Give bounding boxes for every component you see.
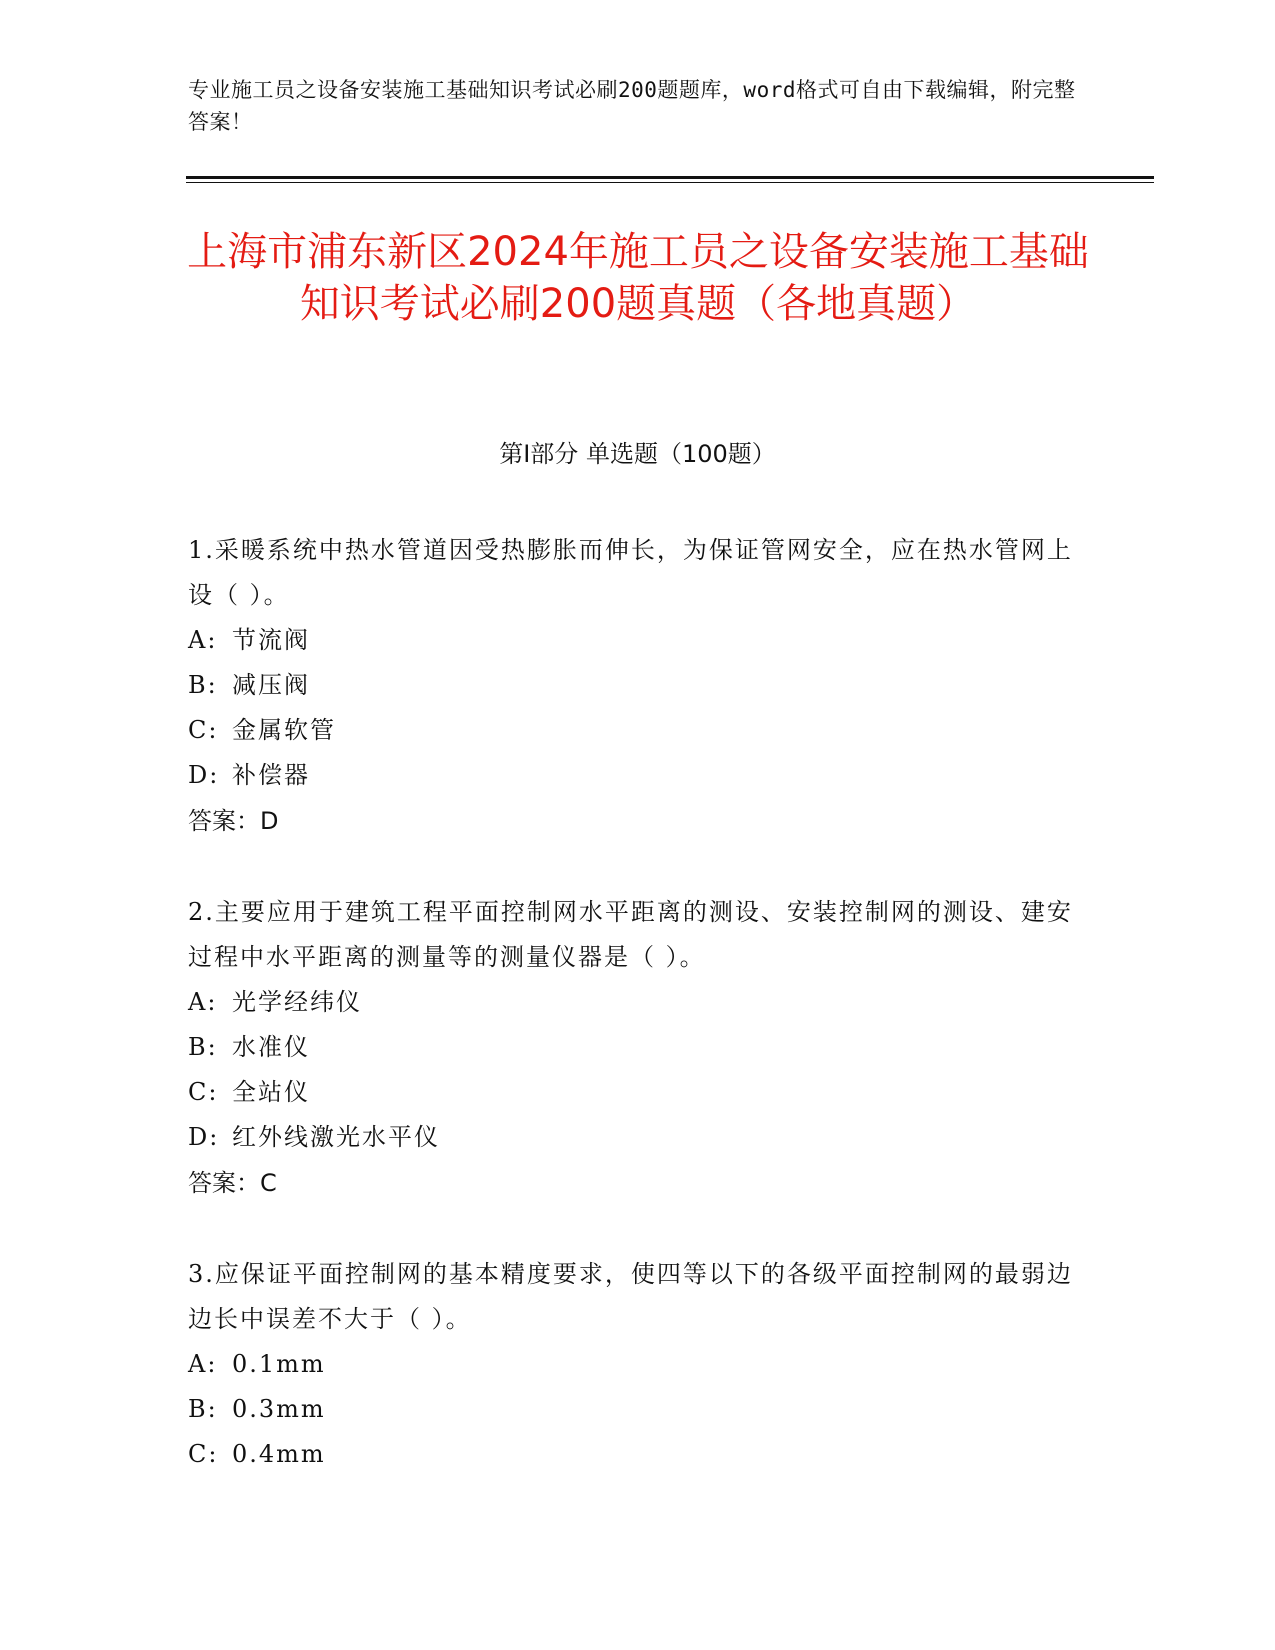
option-text: 补偿器 — [232, 761, 310, 789]
header-divider-thin — [186, 182, 1154, 183]
option-text: 全站仪 — [232, 1078, 310, 1106]
option-text: 水准仪 — [232, 1033, 310, 1061]
question-item — [188, 890, 1088, 1206]
option-d — [188, 753, 1088, 798]
question-item — [188, 1252, 1088, 1477]
option-text: 光学经纬仪 — [232, 988, 362, 1016]
option-b — [188, 1387, 1088, 1432]
option-key: B: — [188, 1395, 218, 1423]
option-c — [188, 708, 1088, 753]
question-stem: 2.主要应用于建筑工程平面控制网水平距离的测设、安装控制网的测设、建安过程中水平距离的测量等的测量仪器是（ ）。 — [188, 898, 1073, 971]
option-text: 0.4mm — [232, 1440, 326, 1468]
option-b — [188, 663, 1088, 708]
answer-line: 答案：D — [188, 807, 279, 835]
option-a — [188, 1342, 1088, 1387]
option-text: 节流阀 — [232, 626, 310, 654]
option-c — [188, 1070, 1088, 1115]
header-note: 专业施工员之设备安装施工基础知识考试必刷200题题库，word格式可自由下载编辑，附完整答案！ — [188, 78, 1076, 134]
option-key: A: — [188, 988, 218, 1016]
answer-line: 答案：C — [188, 1169, 277, 1197]
option-key: C: — [188, 716, 219, 744]
option-text: 减压阀 — [232, 671, 310, 699]
option-key: D: — [188, 761, 220, 789]
option-key: C: — [188, 1440, 219, 1468]
option-key: A: — [188, 1350, 218, 1378]
header-divider-thick — [186, 176, 1154, 179]
question-list — [188, 528, 1088, 1523]
section-title: 第I部分 单选题（100题） — [499, 440, 776, 468]
option-d — [188, 1115, 1088, 1160]
option-key: B: — [188, 1033, 218, 1061]
option-a — [188, 618, 1088, 663]
option-text: 红外线激光水平仪 — [232, 1123, 440, 1151]
option-b — [188, 1025, 1088, 1070]
option-a — [188, 980, 1088, 1025]
question-item — [188, 528, 1088, 844]
option-text: 0.3mm — [232, 1395, 326, 1423]
document-title: 上海市浦东新区2024年施工员之设备安装施工基础知识考试必刷200题真题（各地真题） — [187, 229, 1089, 327]
question-stem: 3.应保证平面控制网的基本精度要求，使四等以下的各级平面控制网的最弱边边长中误差不大于（ ）。 — [188, 1260, 1073, 1333]
option-key: D: — [188, 1123, 220, 1151]
option-key: A: — [188, 626, 218, 654]
option-key: C: — [188, 1078, 219, 1106]
option-text: 0.1mm — [232, 1350, 326, 1378]
option-c — [188, 1432, 1088, 1477]
option-text: 金属软管 — [232, 716, 336, 744]
option-key: B: — [188, 671, 218, 699]
question-stem: 1.采暖系统中热水管道因受热膨胀而伸长，为保证管网安全，应在热水管网上设（ ）。 — [188, 536, 1073, 609]
